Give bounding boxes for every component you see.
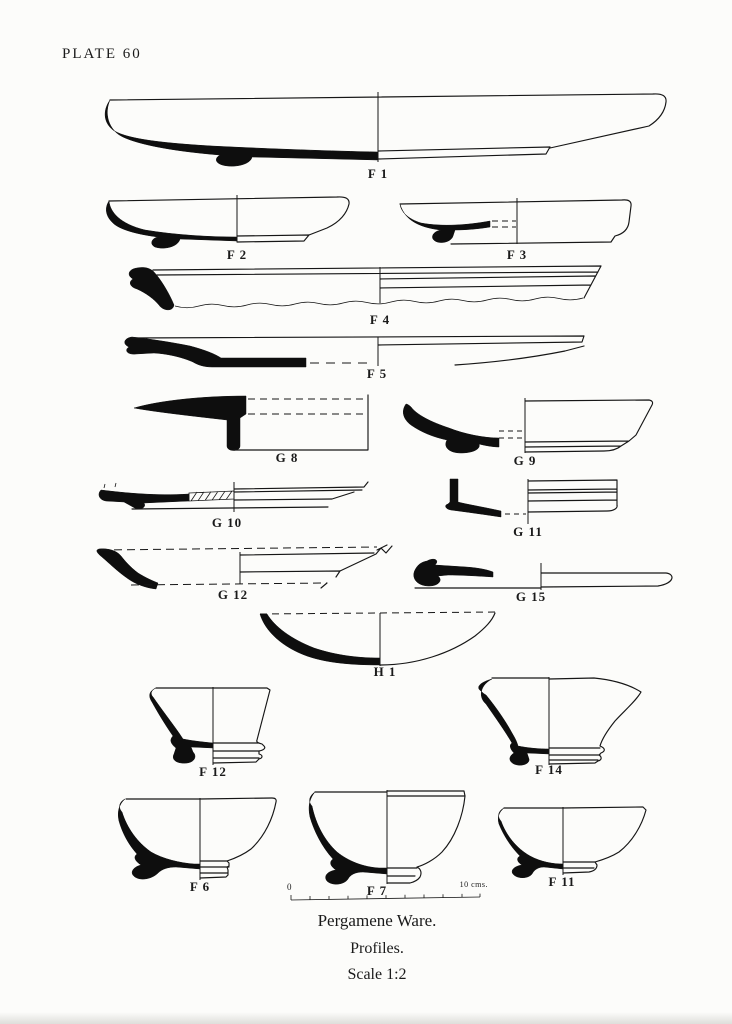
figure-f1 [100,88,692,168]
f5-section-fill [125,337,306,367]
f7-section-fill [309,792,387,884]
f3-section-fill [400,204,490,243]
scale-bar-drawing [288,886,484,904]
figure-h1 [250,606,504,672]
caption-scale: Scale 1:2 [347,966,407,983]
f6-drawing [114,796,284,884]
f2-section-fill [106,201,237,248]
f4-outline [153,266,601,298]
f14-drawing [468,675,646,767]
scale-bar-start-label: 0 [287,882,292,892]
caption-ware: Pergamene Ware. [317,911,437,930]
h1-drawing [250,606,504,672]
h1-outline [380,613,495,665]
g8-section-fill [134,396,246,451]
f14-section-fill [479,679,549,765]
figure-label-g10: G 10 [211,515,243,530]
f2-drawing [100,192,365,250]
g11-drawing [443,476,625,528]
f11-section-fill [498,808,563,878]
figure-label-f11: F 11 [548,874,576,889]
g8-drawing [130,392,378,454]
g11-section-fill [446,479,501,517]
figure-g11 [443,476,625,528]
figure-label-f3: F 3 [506,247,528,262]
figure-label-f5: F 5 [366,366,388,381]
g12-outline [240,545,392,588]
g15-section-fill [414,559,493,586]
figure-label-f2: F 2 [226,247,248,262]
g10-restored-hatch [189,491,234,501]
scale-bar [287,880,488,904]
g11-outline [528,480,617,512]
figure-f12 [128,685,294,769]
figure-label-g12: G 12 [217,587,249,602]
h1-rim-dashed-line [260,612,496,614]
figure-f4 [123,263,623,313]
f1-section-fill [105,100,378,166]
g10-rim-ticks [104,483,116,488]
g8-dashed-lines [248,399,368,414]
f11-drawing [494,805,654,879]
figure-label-g15: G 15 [515,589,547,604]
figure-f3 [393,196,645,248]
scale-bar-ticks [291,894,480,900]
figure-label-g11: G 11 [513,524,543,539]
figure-f7 [303,788,473,888]
figure-f5 [120,332,590,372]
page-edge-shadow [0,1012,732,1024]
figure-label-f4: F 4 [369,312,391,327]
h1-section-fill [260,614,380,665]
figure-f14 [468,675,646,767]
g10-section-fill [99,490,189,509]
f12-section-fill [150,688,213,763]
plate-header: PLATE 60 [62,46,142,62]
g8-outline [234,395,368,450]
figure-g8 [130,392,378,454]
figure-label-f1: F 1 [367,166,389,181]
figure-f2 [100,192,365,250]
figure-label-f12: F 12 [199,764,227,779]
caption-profiles: Profiles. [350,940,404,957]
figure-label-f6: F 6 [189,879,211,894]
figure-g9 [398,394,662,458]
g12-section-fill [97,549,158,589]
f3-drawing [393,196,645,248]
f4-drawing [123,263,623,313]
f3-dashed-lines [492,221,516,227]
f5-drawing [120,332,590,372]
figure-label-g9: G 9 [513,453,537,468]
f7-drawing [303,788,473,888]
f4-rouletted-base-line [175,297,583,308]
g9-dashed-lines [499,431,524,438]
f1-drawing [100,88,692,168]
g9-outline [525,400,653,452]
scale-bar-end-label: 10 cms. [459,880,488,889]
f4-section-fill [129,267,174,309]
figure-label-f7: F 7 [366,883,388,898]
f6-section-fill [118,799,200,879]
figure-f6 [114,796,284,884]
figure-label-f14: F 14 [535,762,563,777]
figure-label-h1: H 1 [373,664,397,679]
scale-bar-line [291,897,480,900]
f12-drawing [128,685,294,769]
figure-label-g8: G 8 [275,450,299,465]
figure-f11 [494,805,654,879]
g9-section-fill [403,404,499,453]
g9-drawing [398,394,662,458]
